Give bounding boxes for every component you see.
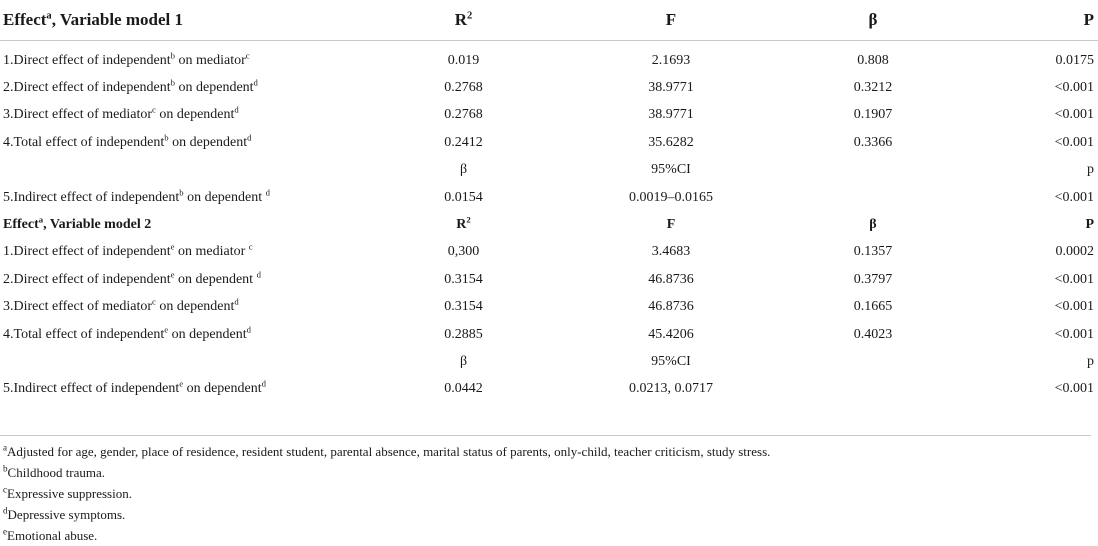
row-label: 3.Direct effect of mediator$^c$ on dependent$^d$ (3, 104, 239, 123)
cell-beta: 0.1907 (853, 107, 893, 123)
cell-beta: 0.0154 (444, 189, 483, 205)
subheader-p: p (1087, 162, 1094, 178)
cell-f: 3.4683 (651, 244, 691, 260)
cell-beta: 0.0442 (444, 381, 483, 397)
cell-r2: 0.3154 (444, 271, 483, 287)
row-label: 4.Total effect of independent$^b$ on dependent$^d$ (3, 132, 252, 150)
subheader-beta: β (459, 162, 468, 178)
row-label: 4.Total effect of independent$^e$ on dependent$^d$ (3, 323, 251, 342)
cell-f: 35.6282 (648, 134, 694, 150)
table-row (0, 321, 1098, 348)
row-label: 1.Direct effect of independent$^b$ on mediator$^c$ (3, 50, 250, 68)
cell-p: <0.001 (1054, 326, 1094, 342)
cell-beta: 0.808 (857, 52, 889, 68)
cell-f: 38.9771 (648, 80, 694, 96)
subheader-ci: 95%CI (651, 162, 691, 178)
model1-subheader-row (0, 157, 1098, 184)
footnotes (3, 441, 1088, 546)
footnote-b: $^b$Childhood trauma. (3, 463, 106, 480)
cell-r2: 0.2768 (444, 107, 483, 123)
cell-beta: 0.1357 (853, 244, 893, 260)
cell-p: <0.001 (1054, 381, 1094, 397)
cell-beta: 0.3797 (853, 271, 893, 287)
table-row (0, 376, 1098, 403)
cell-p: <0.001 (1054, 299, 1094, 315)
cell-f: 46.8736 (648, 271, 694, 287)
model1-header-row (0, 0, 1098, 41)
cell-beta: 0.4023 (853, 326, 893, 342)
cell-p: 0.0002 (1055, 244, 1094, 260)
subheader-ci: 95%CI (651, 353, 691, 369)
row-label: 1.Direct effect of independent$^e$ on mediator $^c$ (3, 241, 253, 260)
table-row (0, 129, 1098, 156)
cell-f: 45.4206 (648, 326, 694, 342)
row-label: 5.Indirect effect of independent$^e$ on dependent$^d$ (3, 378, 266, 397)
row-label: 2.Direct effect of independent$^e$ on dependent $^d$ (3, 269, 261, 287)
model2-subheader-row (0, 348, 1098, 375)
cell-p: 0.0175 (1055, 52, 1094, 68)
cell-beta: 0.3212 (853, 80, 893, 96)
model2-header-r2: $R^2$ (456, 214, 471, 233)
model2-header-beta: β (869, 217, 877, 233)
cell-f: 46.8736 (648, 299, 694, 315)
footnote-e: $^e$Emotional abuse. (3, 526, 98, 543)
table-row (0, 74, 1098, 101)
model2-header-p: P (1085, 217, 1094, 233)
model1-title: Effect$^a$, Variable model 1 (3, 10, 183, 29)
cell-r2: 0.019 (447, 52, 480, 68)
cell-r2: 0.2885 (444, 326, 483, 342)
cell-f: 38.9771 (648, 107, 694, 123)
model2-title: Effect$^a$, Variable model 2 (3, 214, 152, 233)
table-row (0, 294, 1098, 321)
table-bottom-rule (0, 435, 1091, 436)
cell-p: <0.001 (1054, 107, 1094, 123)
subheader-beta: β (459, 353, 468, 369)
table-row (0, 266, 1098, 293)
footnote-d: $^d$Depressive symptoms. (3, 505, 126, 522)
cell-r2: 0,300 (447, 244, 480, 260)
table-row (0, 102, 1098, 129)
footnote-c: $^c$Expressive suppression. (3, 484, 132, 501)
footnote-a: $^a$Adjusted for age, gender, place of residence, resident student, parental absence, marital status of parents, only-child, teacher criticism, study stress. (3, 442, 771, 459)
cell-ci: 0.0213, 0.0717 (629, 381, 713, 397)
row-label: 3.Direct effect of mediator$^c$ on dependent$^d$ (3, 296, 239, 315)
cell-p: <0.001 (1054, 80, 1094, 96)
cell-r2: 0.2768 (444, 80, 483, 96)
subheader-p: p (1087, 353, 1094, 369)
table-row (0, 184, 1098, 211)
row-label: 2.Direct effect of independent$^b$ on dependent$^d$ (3, 77, 258, 96)
table-row (0, 239, 1098, 266)
table-row (0, 41, 1098, 74)
cell-p: <0.001 (1054, 134, 1094, 150)
cell-beta: 0.1665 (853, 299, 893, 315)
model2-header-f: F (666, 217, 676, 233)
cell-beta: 0.3366 (853, 134, 893, 150)
cell-r2: 0.3154 (444, 299, 483, 315)
model2-header-row (0, 211, 1098, 238)
model1-header-p: P (1083, 10, 1094, 29)
cell-p: <0.001 (1054, 189, 1094, 205)
cell-ci: 0.0019–0.0165 (629, 189, 713, 205)
cell-r2: 0.2412 (444, 134, 483, 150)
cell-f: 2.1693 (651, 52, 691, 68)
row-label: 5.Indirect effect of independent$^b$ on dependent $^d$ (3, 186, 270, 205)
model1-header-r2: $R^2$ (454, 10, 473, 29)
cell-p: <0.001 (1054, 271, 1094, 287)
model1-header-f: F (665, 10, 677, 29)
model1-header-beta: β (868, 10, 878, 29)
